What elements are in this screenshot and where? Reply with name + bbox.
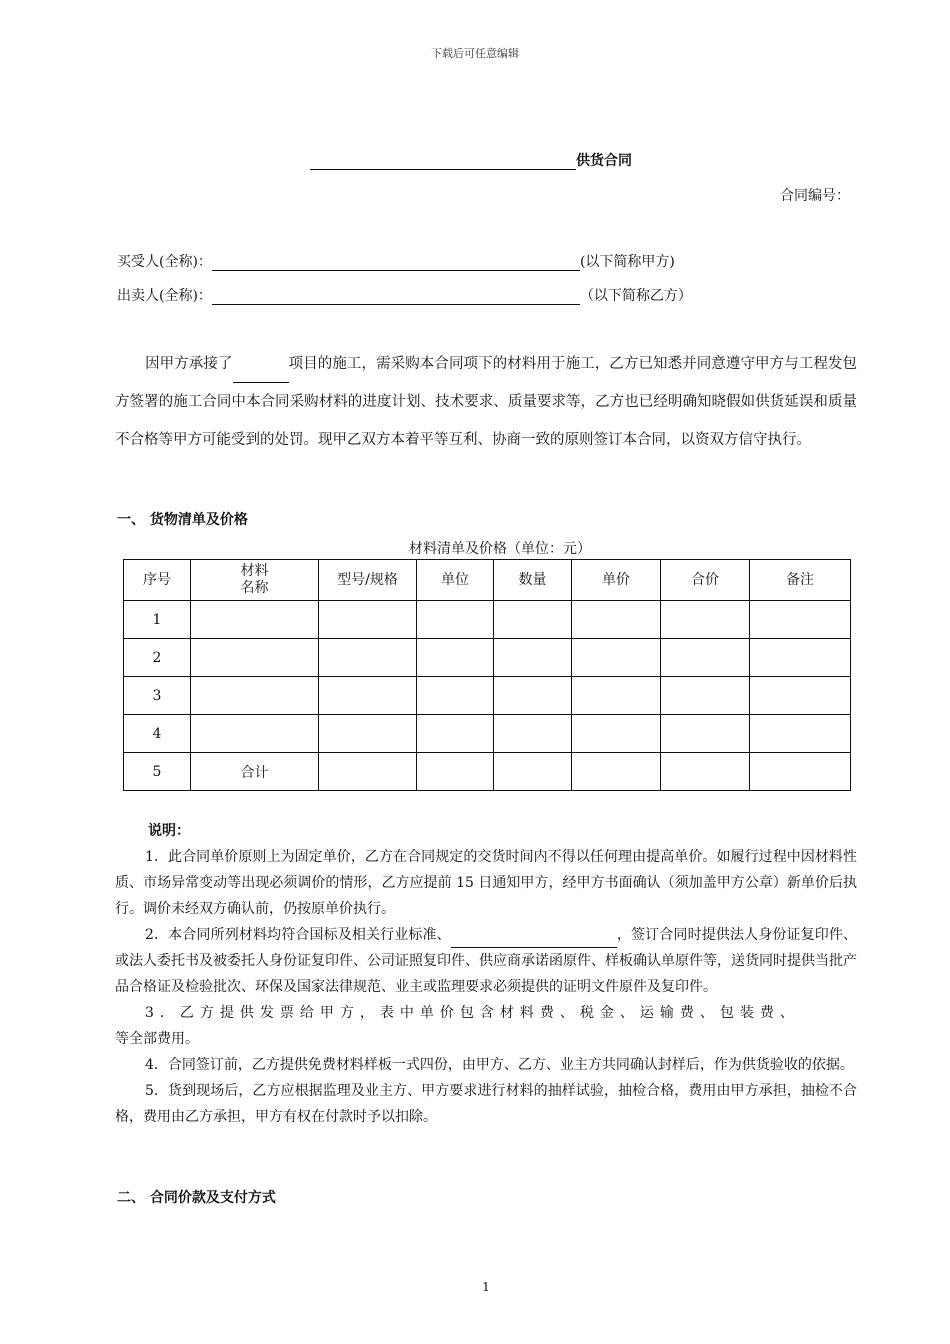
intro-paragraph: [115, 345, 857, 459]
table-cell: [417, 639, 494, 677]
seller-line: [117, 285, 692, 305]
table-cell: [661, 639, 750, 677]
table-cell: 3: [124, 677, 191, 715]
table-cell: [572, 601, 661, 639]
header-note: 下载后可任意编辑: [431, 47, 519, 60]
section-heading-payment: 二、 合同价款及支付方式: [117, 1190, 276, 1206]
project-name-blank: [310, 155, 576, 170]
intro-text-2: 项目的施工，需采购本合同项下的材料用于施工，乙方已知悉并同意遵守甲方与工程发包方签署的施工合同中本合同采购材料的进度计划、技术要求、质量要求等，乙方也已经明确知晓假如供货延误和质量不合格等甲方可能受到的处罚。现甲乙双方本着平等互利、协商一致的原则签订本合同，以资双方信守执行。: [115, 356, 858, 448]
note-item-3-text-a: 3．乙方提供发票给甲方，表中单价包含材料费、税金、运输费、包装费、: [145, 1005, 800, 1021]
goods-table: [123, 559, 851, 791]
table-cell: [494, 753, 572, 791]
table-cell: [319, 601, 417, 639]
table-cell: [494, 677, 572, 715]
table-row: [124, 639, 851, 677]
buyer-name-blank: [212, 256, 580, 271]
buyer-suffix: (以下简称甲方): [579, 254, 675, 270]
header-cell: 合价: [661, 560, 750, 601]
table-cell: [572, 715, 661, 753]
table-cell: [661, 677, 750, 715]
table-row: [124, 715, 851, 753]
document-title-row: [310, 150, 632, 170]
note-item-2-text-b: ，签订合同时提供法人身份证复印件、或法人委托书及被委托人身份证复印件、公司证照复印件、供应商承诺函原件、样板确认单原件等，送货同时提供当批产品合格证及检验批次、环保及国家法律规范、业主或监理要求必须提供的证明文件原件及复印件。: [115, 927, 858, 995]
table-cell: [417, 715, 494, 753]
table-cell: 1: [124, 601, 191, 639]
header-cell: 序号: [124, 560, 191, 601]
notes-section: [115, 818, 857, 1130]
table-cell: 4: [124, 715, 191, 753]
table-cell: [750, 639, 851, 677]
table-cell: [494, 601, 572, 639]
table-caption: 材料清单及价格（单位：元）: [409, 541, 591, 557]
header-cell: 型号/规格: [319, 560, 417, 601]
table-cell: 合计: [191, 753, 319, 791]
header-cell: 材料 名称: [191, 560, 319, 601]
notes-label: 说明：: [148, 823, 190, 839]
note-item-1: 1．此合同单价原则上为固定单价，乙方在合同规定的交货时间内不得以任何理由提高单价。如履行过程中因材料性质、市场异常变动等出现必须调价的情形，乙方应提前 15 日通知甲方，经甲方书面确认（须加盖甲方公章）新单价后执行。调价未经双方确认前，仍按原单价执行。: [115, 849, 857, 917]
note-item-2: [115, 922, 857, 1000]
note-item-4: 4．合同签订前，乙方提供免费材料样板一式四份，由甲方、乙方、业主方共同确认封样后，作为供货验收的依据。: [145, 1057, 854, 1073]
table-cell: [661, 753, 750, 791]
table-cell: [319, 715, 417, 753]
table-cell: [494, 715, 572, 753]
document-title: 供货合同: [576, 153, 632, 169]
table-cell: 2: [124, 639, 191, 677]
table-cell: [750, 753, 851, 791]
table-cell: [417, 753, 494, 791]
table-cell: [750, 715, 851, 753]
table-cell: [750, 677, 851, 715]
table-cell: [572, 753, 661, 791]
table-cell: [417, 601, 494, 639]
table-cell: [319, 677, 417, 715]
buyer-label: 买受人(全称)：: [117, 254, 212, 270]
note-item-3: [115, 1000, 857, 1026]
table-cell: [319, 753, 417, 791]
table-cell: [661, 601, 750, 639]
table-total-row: [124, 753, 851, 791]
section-heading-goods: 一、 货物清单及价格: [117, 512, 248, 528]
seller-name-blank: [212, 290, 580, 305]
table-cell: [572, 677, 661, 715]
table-cell: [750, 601, 851, 639]
project-blank: [233, 368, 289, 383]
table-cell: [661, 715, 750, 753]
header-cell: 单价: [572, 560, 661, 601]
contract-number-label: 合同编号：: [780, 188, 850, 204]
seller-label: 出卖人(全称)：: [117, 288, 212, 304]
table-cell: [572, 639, 661, 677]
note-item-3-cont: 等全部费用。: [115, 1031, 199, 1047]
standard-blank: [451, 933, 617, 948]
table-cell: [319, 639, 417, 677]
seller-suffix: （以下简称乙方）: [579, 288, 692, 304]
intro-text-1: 因甲方承接了: [145, 356, 233, 372]
table-row: [124, 601, 851, 639]
header-cell: 单位: [417, 560, 494, 601]
table-cell: [494, 639, 572, 677]
buyer-line: [117, 251, 675, 271]
table-cell: [191, 677, 319, 715]
table-cell: [191, 639, 319, 677]
table-header-row: [124, 560, 851, 601]
header-cell: 数量: [494, 560, 572, 601]
table-cell: 5: [124, 753, 191, 791]
page-number: 1: [482, 1280, 490, 1294]
table-cell: [191, 601, 319, 639]
header-cell: 备注: [750, 560, 851, 601]
note-item-5: 5．货到现场后，乙方应根据监理及业主方、甲方要求进行材料的抽样试验，抽检合格，费用由甲方承担，抽检不合格，费用由乙方承担，甲方有权在付款时予以扣除。: [115, 1083, 857, 1125]
note-item-2-text-a: 2．本合同所列材料均符合国标及相关行业标准、: [145, 927, 451, 943]
table-cell: [417, 677, 494, 715]
table-row: [124, 677, 851, 715]
table-cell: [191, 715, 319, 753]
